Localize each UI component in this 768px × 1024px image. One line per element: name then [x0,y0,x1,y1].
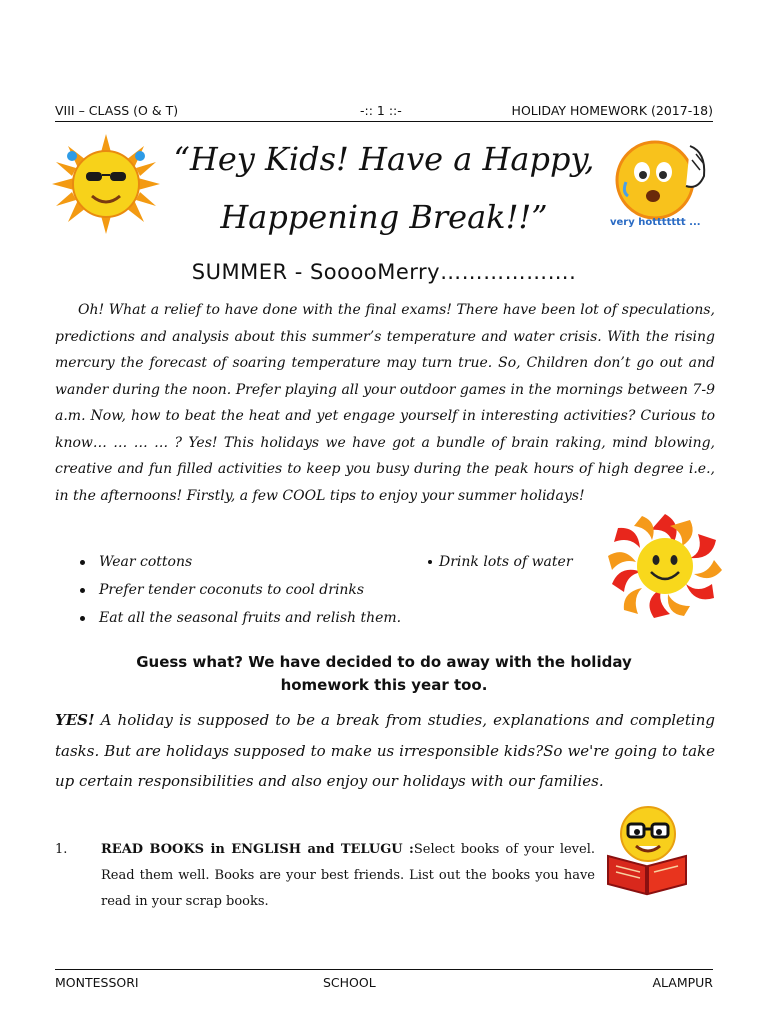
guess-line-2: homework this year too. [280,676,488,694]
footer-right: ALAMPUR [652,975,713,990]
page-footer [55,969,713,990]
bullet-icon [80,616,85,621]
title-line-2: Happening Break!!” [220,198,548,236]
page-header [55,103,713,122]
item-text: Select books of your level. Read them well. Books are your best friends. List out the books you have read in your scrap books. [101,842,595,909]
class-label: VIII – CLASS (O & T) [55,103,179,118]
hot-sun-image [600,138,718,233]
intro-paragraph: Oh! What a relief to have done with the final exams! There have been lot of speculations, predictions and analysis about this summer’s temperature and water crisis. With the rising mercury the forecast of soaring temperature may turn true. So, Children don’t go out and wander during the noon. Prefer playing all your outdoor games in the mornings between 7-9 a.m. Now, how to beat the heat and yet engage yourself in interesting activities? Curious to know… … … … ? Yes! This holidays we have got a bundle of brain raking, mind blowing, creative and fun filled activities to keep you busy during the peak hours of high degree i.e., in the afternoons! Firstly, a few COOL tips to enjoy your summer holidays! [55,302,715,504]
page-number: -:: 1 ::- [360,103,402,118]
bullet-icon [80,588,85,593]
bullet-icon [428,560,432,564]
yes-lead: YES! [55,711,95,729]
smiling-sun-image [604,510,726,622]
guess-line-1: Guess what? We have decided to do away with the holiday [136,653,632,671]
yes-paragraph [55,705,715,797]
smiley-reading-book-image [600,804,695,896]
hot-sun-caption: very hottttttt ... [610,217,701,228]
subtitle: SUMMER - SooooMerry………………. [191,260,577,284]
tip-item: Wear cottons [80,554,192,570]
tip-item: Drink lots of water [428,554,573,570]
holiday-homework-label: HOLIDAY HOMEWORK (2017-18) [511,103,713,118]
bullet-icon [80,560,85,565]
title-line-1: “Hey Kids! Have a Happy, [173,140,595,178]
footer-left: MONTESSORI [55,975,139,990]
tip-item: Eat all the seasonal fruits and relish them. [80,610,401,626]
guess-heading [70,651,698,697]
footer-center: SCHOOL [323,975,376,990]
item-heading: READ BOOKS in ENGLISH and TELUGU : [101,842,414,857]
yes-text: A holiday is supposed to be a break from studies, explanations and completing tasks. But are holidays supposed to make us irresponsible kids?So we're going to take up certain responsibilities and also enjoy our holidays with our families. [55,711,715,790]
item-number: 1. [55,842,68,857]
tip-item: Prefer tender coconuts to cool drinks [80,582,364,598]
activity-item [55,837,595,915]
